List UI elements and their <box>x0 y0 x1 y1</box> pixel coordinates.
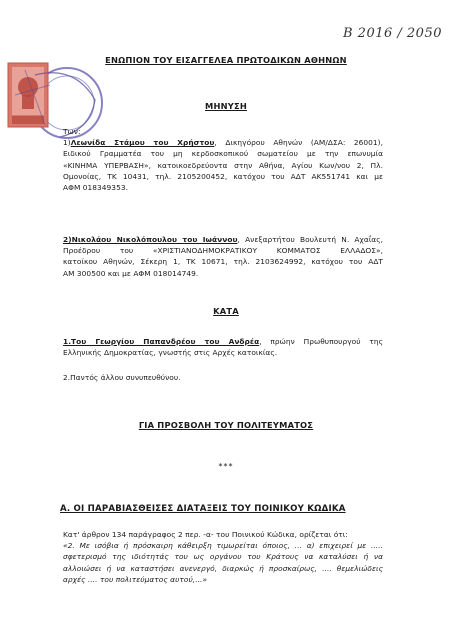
accused-1-paragraph <box>63 336 383 358</box>
accused-1-line-1: 1.Του Γεωργίου Παπανδρέου του Ανδρέα, πρώην Πρωθυπουργού της <box>63 337 383 346</box>
article-line-4: αλλοιώσει ή να καταστήσει ανενεργό, διαρκώς ή προσκαίρως, .... θεμελιώδεις <box>63 563 383 573</box>
court-title: ΕΝΩΠΙΟΝ ΤΟΥ ΕΙΣΑΓΓΕΛΕΑ ΠΡΩΤΟΔΙΚΩΝ ΑΘΗΝΩΝ <box>105 55 347 65</box>
complainant-1-paragraph <box>63 126 383 193</box>
complainant-2-line-3: κατοίκου Αθηνών, Σέκερη 1, ΤΚ 10671, τηλ. 2103624992, κατόχου του ΑΔΤ <box>63 257 383 267</box>
document-type-title: ΜΗΝΥΣΗ <box>205 101 247 111</box>
article-line-5: αρχές .... του πολιτεύματος αυτού,...» <box>63 574 208 584</box>
article-line-1: Κατ' άρθρον 134 παράγραφος 2 περ. -α- του Ποινικού Κώδικα, ορίζεται ότι: <box>63 530 348 539</box>
complainant-1-line-2: Ειδικού Γραμματέα του μη κερδοσκοπικού σωματείου με την επωνυμία <box>63 149 383 159</box>
complainant-2-paragraph <box>63 234 383 279</box>
complainant-2-name: 2)Νικολάου Νικολόπουλου του Ιωάννου <box>63 235 238 244</box>
accused-2-line: 2.Παντός άλλου συνυπευθύνου. <box>63 373 181 382</box>
article-line-2: «2. Με ισόβια ή πρόσκαιρη κάθειρξη τιμωρείται όποιος, ... α) επιχειρεί με ..... <box>63 541 383 551</box>
article-line-3: σφετερισμό της ιδιότητάς του ως οργάνου του Κράτους να καταλύσει ή να <box>63 552 383 562</box>
accused-2-paragraph <box>63 372 383 383</box>
section-separator: *** <box>218 462 234 471</box>
complainant-1-line-5: ΑΦΜ 018349353. <box>63 183 128 193</box>
complainant-1-line-4: Ομονοίας, ΤΚ 10431, τηλ. 2105200452, κατόχου του ΑΔΤ ΑΚ551741 και με <box>63 171 383 181</box>
against-heading: ΚΑΤΑ <box>213 306 239 316</box>
section-a-heading: Α. ΟΙ ΠΑΡΑΒΙΑΣΘΕΙΣΕΣ ΔΙΑΤΑΞΕΙΣ ΤΟΥ ΠΟΙΝΙΚΟΥ ΚΩΔΙΚΑ <box>60 504 346 514</box>
subject-heading: ΓΙΑ ΠΡΟΣΒΟΛΗ ΤΟΥ ΠΟΛΙΤΕΥΜΑΤΟΣ <box>138 420 314 430</box>
from-label: Των: <box>63 127 81 136</box>
complainant-2-line-1: 2)Νικολάου Νικολόπουλου του Ιωάννου, Ανεξαρτήτου Βουλευτή Ν. Αχαΐας, <box>63 235 384 244</box>
accused-1-line-2: Ελληνικής Δημοκρατίας, γνωστής στις Αρχές κατοικίας. <box>63 348 278 358</box>
complainant-1-line-3: «ΚΙΝΗΜΑ ΥΠΕΡΒΑΣΗ», κατοικοεδρεύοντα στην Αθήνα, Αγίου Κων/νου 2, Πλ. <box>63 160 383 170</box>
article-paragraph <box>63 529 383 585</box>
accused-1-name: 1.Του Γεωργίου Παπανδρέου του Ανδρέα <box>63 337 260 346</box>
handwritten-case-number: Β 2016 / 2050 <box>343 26 442 41</box>
complainant-1-line-1: 1)Λεωνίδα Στάμου του Χρήστου, Δικηγόρου Αθηνών (ΑΜ/ΔΣΑ: 26001), <box>63 138 383 148</box>
complainant-1-name: Λεωνίδα Στάμου του Χρήστου <box>70 138 215 148</box>
complainant-2-line-2: Προέδρου του «ΧΡΙΣΤΙΑΝΟΔΗΜΟΚΡΑΤΙΚΟΥ ΚΟΜΜΑΤΟΣ ΕΛΛΑΔΟΣ», <box>63 246 383 256</box>
complainant-2-line-4: ΑΜ 300500 και με ΑΦΜ 018014749. <box>63 268 199 278</box>
